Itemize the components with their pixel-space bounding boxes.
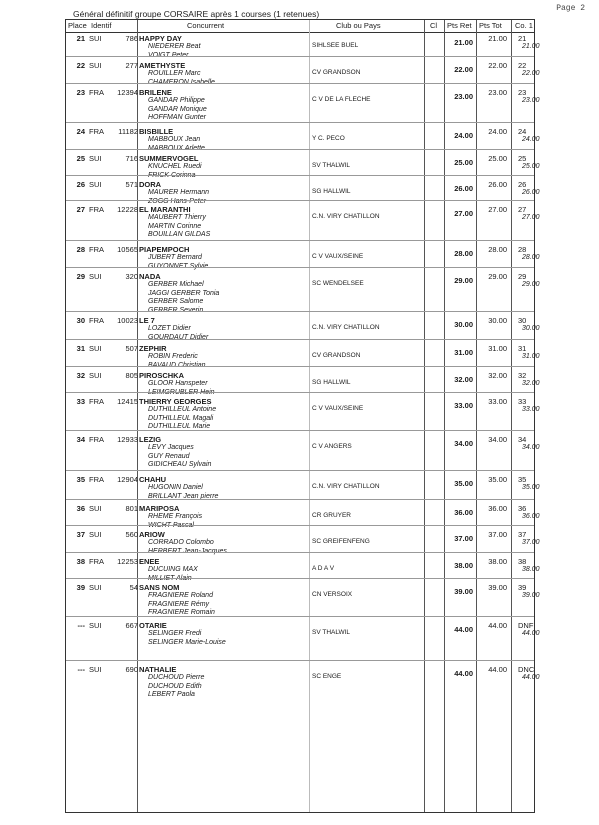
header-pts-tot: Pts Tot [479, 21, 502, 30]
row-pts-tot: 38.00 [488, 557, 507, 566]
crew-member: MARTIN Corinne [148, 222, 202, 230]
row-sail-number: 10565 [117, 245, 138, 254]
crew-member: KNUCHEL Ruedi [148, 163, 202, 170]
row-pts-ret: 38.00 [454, 561, 473, 570]
row-pts-ret: 25.00 [454, 158, 473, 167]
row-sail-number: 12394 [117, 88, 138, 97]
row-place: 30 [76, 316, 85, 325]
crew-member: LEVY Jacques [148, 444, 194, 451]
row-race1-points: 38.00 [522, 566, 540, 573]
row-club: CV GRANDSON [312, 352, 361, 359]
crew-member: FRICK Corinna [148, 171, 196, 179]
row-boat-name: LEZIG [139, 435, 162, 444]
row-crew-list [148, 43, 201, 60]
row-club: SC ENGE [312, 673, 342, 680]
row-pts-ret: 44.00 [454, 625, 473, 634]
row-pts-ret: 31.00 [454, 348, 473, 357]
row-boat-name: BRILENE [139, 88, 172, 97]
row-race1-score: 31 [518, 344, 527, 353]
row-pts-ret: 39.00 [454, 587, 473, 596]
crew-member: DUCUING MAX [148, 566, 198, 573]
row-place: 24 [76, 127, 85, 136]
row-pts-tot: 26.00 [488, 180, 507, 189]
row-separator [66, 56, 534, 57]
row-race1-points: 36.00 [522, 513, 540, 520]
row-sail-number: 801 [125, 504, 138, 513]
row-place: 39 [76, 583, 85, 592]
row-race1-points: 29.00 [522, 281, 540, 288]
row-race1-score: 21 [518, 34, 527, 43]
row-sail-number: 12415 [117, 397, 138, 406]
row-boat-name: PIROSCHKA [139, 371, 185, 380]
row-club: CN VERSOIX [312, 591, 353, 598]
row-pts-tot: 36.00 [488, 504, 507, 513]
row-race1-points: 21.00 [522, 43, 540, 50]
row-race1-score: 38 [518, 557, 527, 566]
row-place: 33 [76, 397, 85, 406]
document-title: Général définitif groupe CORSAIRE après 1 courses (1 retenues) [73, 9, 320, 19]
row-race1-score: 30 [518, 316, 527, 325]
crew-member: SELINGER Marie-Louise [148, 638, 226, 646]
crew-member: LEIMGRUBLER Hein [148, 388, 215, 396]
page-number: Page 2 [556, 4, 585, 13]
row-pts-ret: 28.00 [454, 249, 473, 258]
row-sail-number: 12228 [117, 205, 138, 214]
row-club: C V DE LA FLECHE [312, 96, 371, 103]
crew-member: HOFFMAN Gunter [148, 114, 206, 122]
row-crew-list [148, 97, 207, 123]
row-nationality: SUI [89, 272, 102, 281]
row-club: SC WENDELSEE [312, 280, 364, 287]
crew-member: ROUILLER Marc [148, 70, 201, 77]
row-nationality: SUI [89, 180, 102, 189]
row-crew-list [148, 136, 205, 153]
row-pts-ret: 30.00 [454, 320, 473, 329]
row-club: C.N. VIRY CHATILLON [312, 483, 380, 490]
row-race1-points: 22.00 [522, 70, 540, 77]
row-race1-score: 23 [518, 88, 527, 97]
row-race1-points: 24.00 [522, 136, 540, 143]
header-pts-ret: Pts Ret [447, 21, 472, 30]
row-pts-ret: 23.00 [454, 92, 473, 101]
row-boat-name: NADA [139, 272, 161, 281]
row-pts-tot: 32.00 [488, 371, 507, 380]
row-club: CV GRANDSON [312, 69, 361, 76]
header-concurrent: Concurrent [187, 21, 225, 30]
row-club: CR GRUYER [312, 512, 352, 519]
crew-member: MABBOUX Arlette [148, 144, 205, 152]
row-separator [66, 430, 534, 431]
row-separator [66, 149, 534, 150]
header-place: Place [68, 21, 87, 30]
row-boat-name: OTARIE [139, 621, 167, 630]
row-nationality: FRA [89, 475, 104, 484]
row-separator [66, 240, 534, 241]
row-crew-list [148, 444, 211, 470]
row-pts-ret: 29.00 [454, 276, 473, 285]
row-sail-number: 690 [125, 665, 138, 674]
row-race1-points: 31.00 [522, 353, 540, 360]
row-pts-ret: 34.00 [454, 439, 473, 448]
row-separator [66, 578, 534, 579]
crew-member: NIEDERER Beat [148, 43, 201, 50]
row-separator [66, 122, 534, 123]
row-club: C V VAUX/SEINE [312, 405, 364, 412]
row-separator [66, 366, 534, 367]
row-boat-name: AMETHYSTE [139, 61, 186, 70]
row-crew-list [148, 189, 209, 206]
row-sail-number: 277 [125, 61, 138, 70]
row-race1-score: 32 [518, 371, 527, 380]
row-nationality: FRA [89, 435, 104, 444]
row-sail-number: 507 [125, 344, 138, 353]
crew-member: BRILLANT Jean pierre [148, 492, 219, 500]
row-place: 26 [76, 180, 85, 189]
row-place: 38 [76, 557, 85, 566]
row-place: 25 [76, 154, 85, 163]
row-race1-points: 44.00 [522, 630, 540, 637]
row-sail-number: 12253 [117, 557, 138, 566]
row-place: 27 [76, 205, 85, 214]
row-place: --- [77, 621, 85, 630]
row-crew-list [148, 380, 215, 397]
row-boat-name: DORA [139, 180, 162, 189]
row-pts-tot: 33.00 [488, 397, 507, 406]
row-sail-number: 11182 [118, 127, 138, 136]
row-boat-name: THIERRY GEORGES [139, 397, 212, 406]
row-boat-name: PIAPEMPOCH [139, 245, 190, 254]
row-boat-name: HAPPY DAY [139, 34, 182, 43]
row-race1-score: 33 [518, 397, 527, 406]
row-nationality: SUI [89, 621, 102, 630]
row-club: C V ANGERS [312, 443, 352, 450]
row-race1-points: 33.00 [522, 406, 540, 413]
row-race1-score: 24 [518, 127, 527, 136]
row-sail-number: 54 [129, 583, 138, 592]
row-separator [66, 525, 534, 526]
row-place: 32 [76, 371, 85, 380]
crew-member: LEBERT Paola [148, 691, 195, 699]
row-race1-points: 34.00 [522, 444, 540, 451]
crew-member: ROBIN Frederic [148, 353, 198, 360]
row-pts-ret: 22.00 [454, 65, 473, 74]
row-club: SC GREIFENFENG [312, 538, 370, 545]
row-pts-tot: 37.00 [488, 530, 507, 539]
row-separator [66, 660, 534, 661]
row-boat-name: EL MARANTHI [139, 205, 191, 214]
results-table [65, 19, 540, 813]
row-club: C V VAUX/SEINE [312, 253, 364, 260]
row-sail-number: 320 [125, 272, 138, 281]
row-place: 34 [76, 435, 85, 444]
row-pts-tot: 23.00 [488, 88, 507, 97]
row-sail-number: 571 [125, 180, 138, 189]
row-sail-number: 786 [125, 34, 138, 43]
row-pts-tot: 44.00 [488, 665, 507, 674]
row-pts-ret: 36.00 [454, 508, 473, 517]
row-separator [66, 175, 534, 176]
row-nationality: SUI [89, 34, 102, 43]
crew-member: GANDAR Monique [148, 105, 207, 113]
row-separator [66, 470, 534, 471]
row-boat-name: MARIPOSA [139, 504, 180, 513]
row-race1-score: 39 [518, 583, 527, 592]
row-pts-ret: 44.00 [454, 669, 473, 678]
row-separator [66, 267, 534, 268]
row-nationality: FRA [89, 245, 104, 254]
header-club: Club ou Pays [336, 21, 381, 30]
row-pts-tot: 35.00 [488, 475, 507, 484]
row-club: SV THALWIL [312, 162, 351, 169]
crew-member: GUYONNET Sylvie [148, 262, 209, 270]
header-identif: Identif [91, 21, 112, 30]
row-pts-tot: 39.00 [488, 583, 507, 592]
row-separator [66, 311, 534, 312]
row-pts-ret: 27.00 [454, 209, 473, 218]
crew-member: MABBOUX Jean [148, 136, 201, 143]
crew-member: DUCHOUD Pierre [148, 674, 205, 681]
row-club: C.N. VIRY CHATILLON [312, 213, 380, 220]
row-boat-name: ENEE [139, 557, 160, 566]
row-boat-name: BISBILLE [139, 127, 174, 136]
crew-member: HUGONIN Daniel [148, 484, 203, 491]
row-pts-ret: 21.00 [454, 38, 473, 47]
row-nationality: SUI [89, 154, 102, 163]
row-sail-number: 560 [125, 530, 138, 539]
row-race1-score: 25 [518, 154, 527, 163]
row-race1-points: 35.00 [522, 484, 540, 491]
row-place: 31 [76, 344, 85, 353]
row-crew-list [148, 214, 210, 240]
row-crew-list [148, 406, 216, 432]
header-co1: Co. 1 [515, 21, 533, 30]
crew-member: FRAGNIERE Roland [148, 592, 213, 599]
row-separator [66, 200, 534, 201]
crew-member: VOIGT Peter [148, 51, 189, 59]
row-race1-score: DNF [518, 621, 534, 630]
row-club: Y C. PECO [312, 135, 345, 142]
row-place: 21 [76, 34, 85, 43]
row-race1-points: 44.00 [522, 674, 540, 681]
crew-member: GUY Renaud [148, 452, 190, 460]
row-race1-points: 39.00 [522, 592, 540, 599]
crew-member: MAUBERT Thierry [148, 214, 206, 221]
row-boat-name: ZEPHIR [139, 344, 167, 353]
crew-member: WICHT Pascal [148, 521, 194, 529]
crew-member: MAURER Hermann [148, 189, 210, 196]
row-race1-points: 37.00 [522, 539, 540, 546]
row-nationality: SUI [89, 583, 102, 592]
row-race1-score: 37 [518, 530, 527, 539]
row-crew-list [148, 630, 226, 647]
row-club: A D A V [312, 565, 335, 572]
row-club: SG HALLWIL [312, 188, 351, 195]
crew-member: GLOOR Hanspeter [148, 380, 208, 387]
row-separator [66, 552, 534, 553]
row-pts-tot: 30.00 [488, 316, 507, 325]
row-boat-name: SUMMERVOGEL [139, 154, 199, 163]
row-place: 22 [76, 61, 85, 70]
crew-member: CHAMERON Isabelle [148, 78, 215, 86]
crew-member: GOURDAUT Didier [148, 333, 209, 341]
row-race1-points: 25.00 [522, 163, 540, 170]
row-boat-name: NATHALIE [139, 665, 177, 674]
row-crew-list [148, 163, 202, 180]
row-pts-tot: 29.00 [488, 272, 507, 281]
row-race1-score: 29 [518, 272, 527, 281]
crew-member: CORRADO Colombo [148, 539, 214, 546]
crew-member: GERBER Salome [148, 298, 204, 306]
row-nationality: SUI [89, 530, 102, 539]
crew-member: MILLIET Alain [148, 574, 192, 582]
row-pts-ret: 35.00 [454, 479, 473, 488]
row-race1-score: 27 [518, 205, 527, 214]
row-club: SG HALLWIL [312, 379, 351, 386]
row-boat-name: CHAHU [139, 475, 167, 484]
row-race1-score: 22 [518, 61, 527, 70]
row-race1-points: 26.00 [522, 189, 540, 196]
row-nationality: FRA [89, 557, 104, 566]
crew-member: JAGGI GERBER Tonia [148, 289, 220, 297]
row-nationality: FRA [89, 127, 104, 136]
row-crew-list [148, 353, 206, 370]
row-separator [66, 616, 534, 617]
row-sail-number: 10023 [117, 316, 138, 325]
crew-member: GERBER Severin [148, 306, 204, 314]
row-pts-tot: 21.00 [488, 34, 507, 43]
row-sail-number: 12904 [117, 475, 138, 484]
crew-member: DUTHILLEUL Marie [148, 423, 211, 431]
row-sail-number: 12933 [117, 435, 138, 444]
crew-member: DUTHILLEUL Antoine [148, 406, 217, 413]
row-race1-points: 28.00 [522, 254, 540, 261]
crew-member: FRAGNIERE Romain [148, 609, 215, 617]
row-separator [66, 339, 534, 340]
row-crew-list [148, 566, 198, 583]
row-nationality: SUI [89, 665, 102, 674]
crew-member: HERBERT Jean-Jacques [148, 547, 227, 555]
crew-member: DUCHOUD Edith [148, 682, 202, 690]
crew-member: SELINGER Fredi [148, 630, 202, 637]
row-nationality: FRA [89, 316, 104, 325]
crew-member: FRAGNIERE Rémy [148, 600, 210, 608]
row-nationality: FRA [89, 397, 104, 406]
row-pts-ret: 24.00 [454, 131, 473, 140]
row-boat-name: SANS NOM [139, 583, 180, 592]
row-pts-tot: 44.00 [488, 621, 507, 630]
row-crew-list [148, 592, 215, 618]
row-pts-tot: 31.00 [488, 344, 507, 353]
header-cl: Cl [430, 21, 438, 30]
row-nationality: SUI [89, 61, 102, 70]
row-pts-tot: 22.00 [488, 61, 507, 70]
row-crew-list [148, 513, 202, 530]
row-pts-tot: 28.00 [488, 245, 507, 254]
row-crew-list [148, 674, 204, 700]
row-race1-points: 32.00 [522, 380, 540, 387]
row-race1-score: 26 [518, 180, 527, 189]
row-race1-score: 28 [518, 245, 527, 254]
row-club: C.N. VIRY CHATILLON [312, 324, 380, 331]
row-nationality: SUI [89, 504, 102, 513]
row-pts-tot: 34.00 [488, 435, 507, 444]
row-race1-score: 36 [518, 504, 527, 513]
crew-member: DUTHILLEUL Magali [148, 414, 214, 422]
row-crew-list [148, 254, 208, 271]
row-race1-score: DNC [518, 665, 535, 674]
row-separator [66, 499, 534, 500]
row-separator [66, 392, 534, 393]
row-place: 36 [76, 504, 85, 513]
row-pts-tot: 25.00 [488, 154, 507, 163]
row-race1-score: 35 [518, 475, 527, 484]
crew-member: GIDICHEAU Sylvain [148, 461, 212, 469]
row-crew-list [148, 539, 227, 556]
row-place: 35 [76, 475, 85, 484]
crew-member: BOUILLAN GILDAS [148, 231, 211, 239]
row-nationality: SUI [89, 371, 102, 380]
row-race1-points: 23.00 [522, 97, 540, 104]
row-boat-name: ARIOW [139, 530, 165, 539]
crew-member: RHEME François [148, 513, 203, 520]
row-sail-number: 805 [125, 371, 138, 380]
table-body [66, 33, 540, 812]
row-separator [66, 83, 534, 84]
crew-member: JUBERT Bernard [148, 254, 202, 261]
row-race1-points: 30.00 [522, 325, 540, 332]
crew-member: LOZET Didier [148, 325, 191, 332]
row-race1-points: 27.00 [522, 214, 540, 221]
crew-member: GERBER Michael [148, 281, 204, 288]
crew-member: BAVAUD Christian [148, 361, 206, 369]
row-place: 23 [76, 88, 85, 97]
row-pts-ret: 32.00 [454, 375, 473, 384]
row-place: 29 [76, 272, 85, 281]
row-pts-ret: 37.00 [454, 534, 473, 543]
row-sail-number: 667 [125, 621, 138, 630]
row-club: SV THALWIL [312, 629, 351, 636]
row-pts-tot: 24.00 [488, 127, 507, 136]
row-sail-number: 716 [125, 154, 138, 163]
row-crew-list [148, 70, 215, 87]
row-race1-score: 34 [518, 435, 527, 444]
row-pts-ret: 33.00 [454, 401, 473, 410]
row-place: 37 [76, 530, 85, 539]
row-pts-tot: 27.00 [488, 205, 507, 214]
row-nationality: FRA [89, 88, 104, 97]
row-pts-ret: 26.00 [454, 184, 473, 193]
crew-member: GANDAR Philippe [148, 97, 205, 104]
row-nationality: FRA [89, 205, 104, 214]
crew-member: ZOGG Hans-Peter [148, 197, 206, 205]
row-nationality: SUI [89, 344, 102, 353]
row-club: SIHLSEE BUEL [312, 42, 359, 49]
row-boat-name: LE 7 [139, 316, 155, 325]
row-place: --- [77, 665, 85, 674]
row-place: 28 [76, 245, 85, 254]
